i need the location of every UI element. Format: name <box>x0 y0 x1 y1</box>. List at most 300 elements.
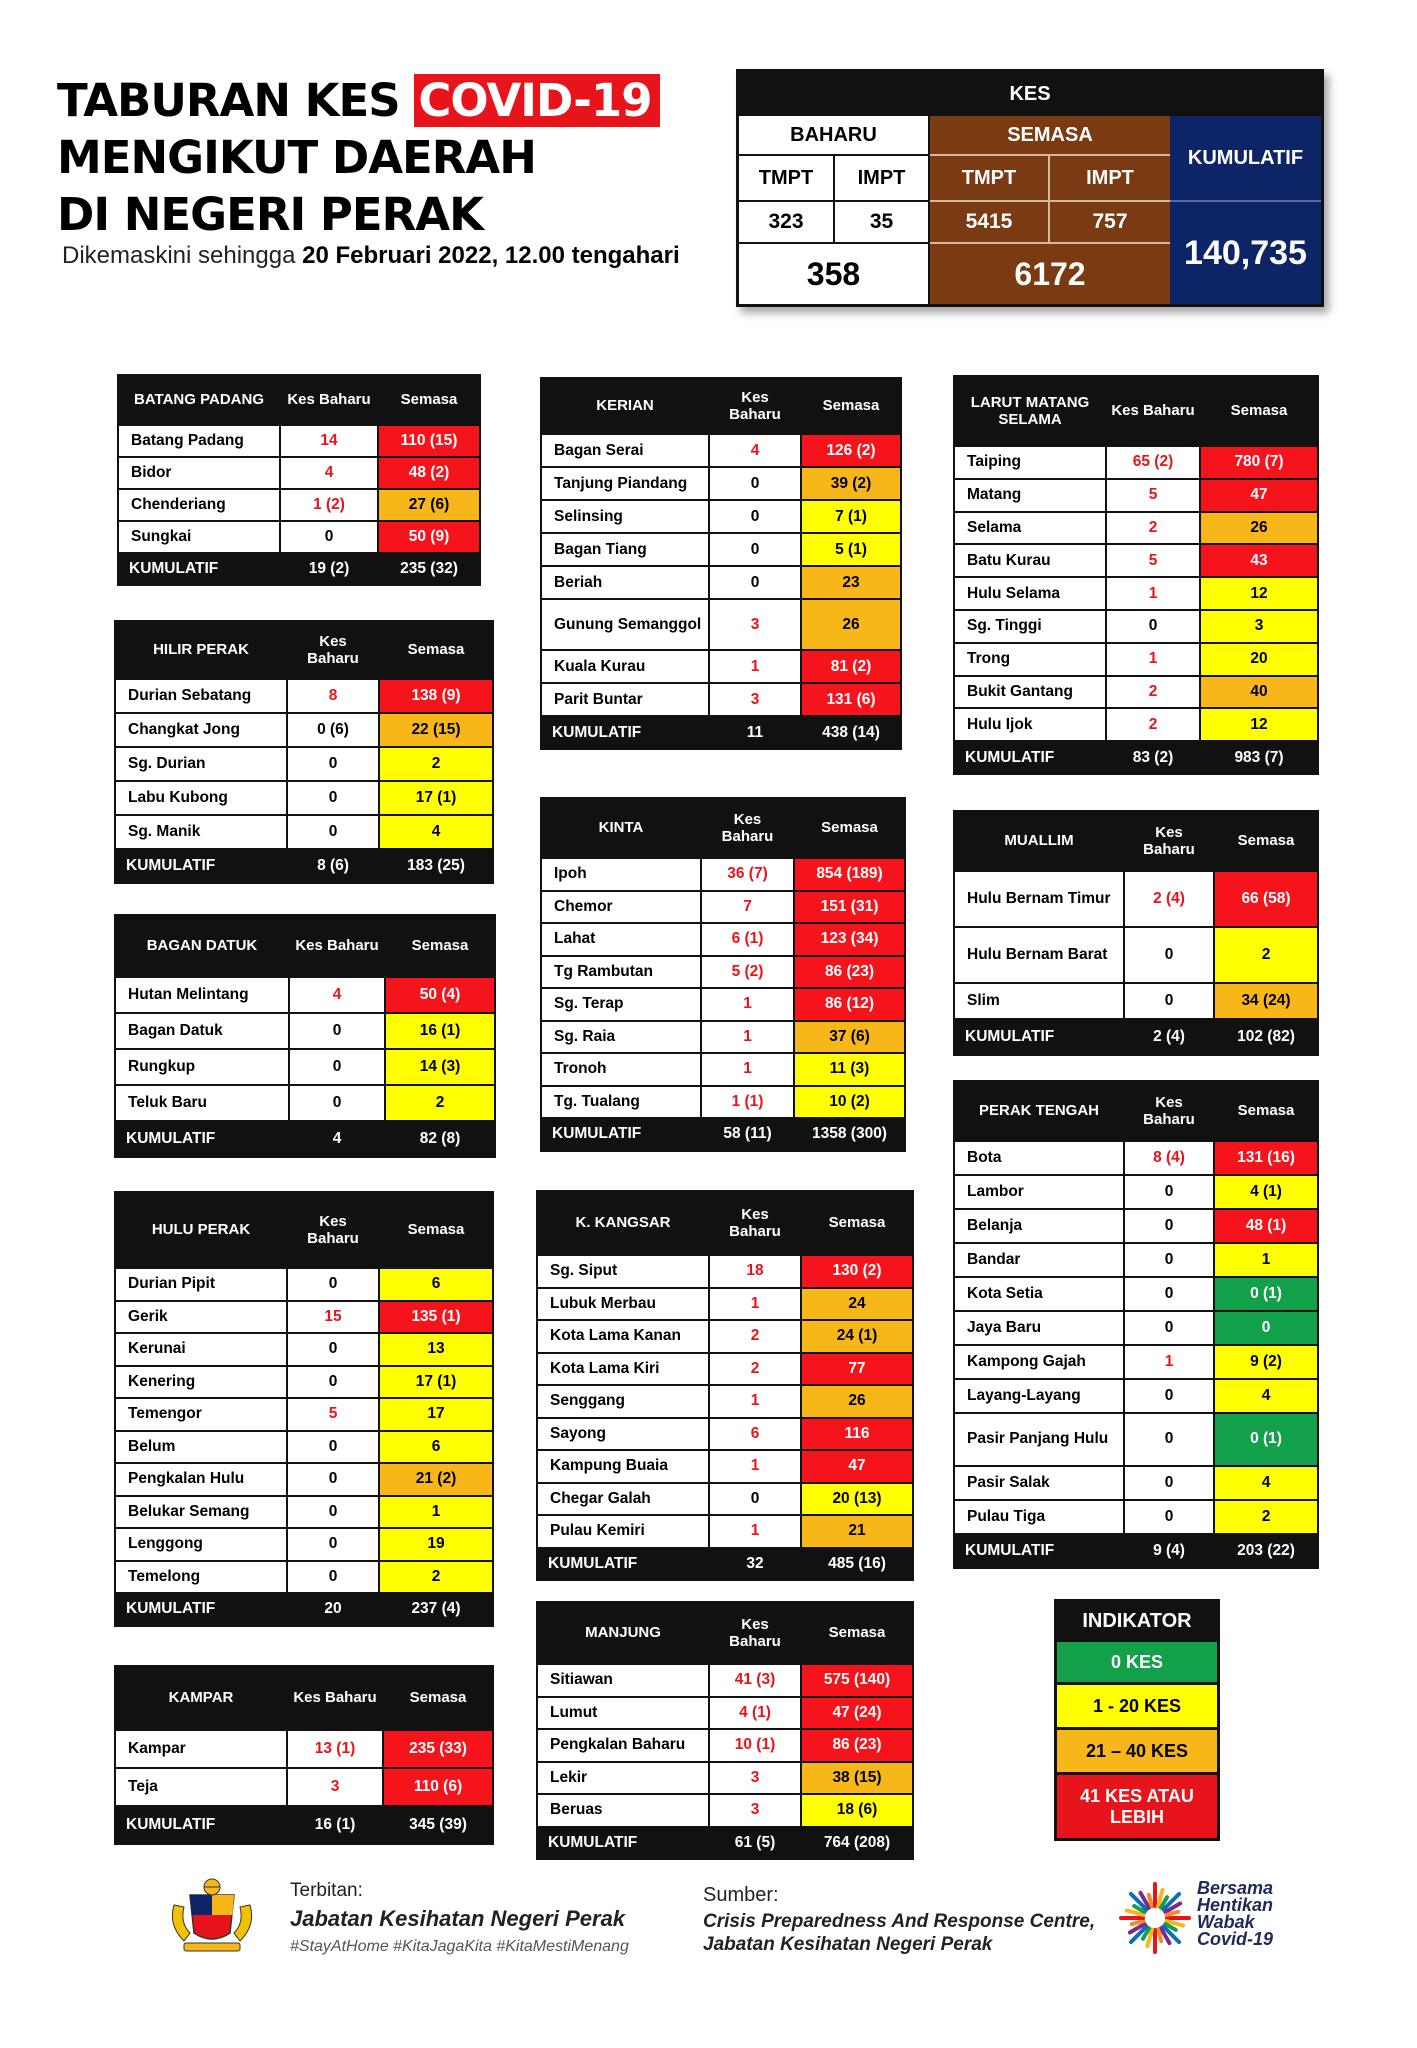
kes-baharu-value: 0 <box>289 1013 385 1049</box>
kes-baharu-value: 0 <box>1124 1209 1214 1243</box>
locality-name: Sg. Siput <box>537 1255 709 1288</box>
locality-name: Slim <box>954 983 1124 1019</box>
kes-baharu-value: 0 <box>1124 1413 1214 1466</box>
malaysia-coat-of-arms-icon <box>160 1875 264 1955</box>
summary-semasa-impt-value: 757 <box>1050 202 1170 244</box>
kes-baharu-value: 0 <box>709 533 801 566</box>
semasa-value: 47 <box>801 1450 913 1483</box>
semasa-value: 6 <box>379 1268 493 1301</box>
locality-name: Chegar Galah <box>537 1483 709 1516</box>
campaign-word-3: Wabak <box>1197 1912 1255 1932</box>
table-row <box>954 577 1318 610</box>
kumulatif-row <box>954 1019 1318 1055</box>
locality-name: Chenderiang <box>118 489 280 521</box>
kes-baharu-value: 0 <box>709 566 801 599</box>
district-name-header: MUALLIM <box>954 811 1124 871</box>
kumulatif-semasa: 485 (16) <box>801 1548 913 1581</box>
district-table-kuala-kangsar <box>536 1190 914 1581</box>
kes-baharu-value: 0 <box>280 521 378 553</box>
kes-baharu-value: 0 <box>287 1561 379 1594</box>
semasa-value: 20 (13) <box>801 1483 913 1516</box>
district-name-header: K. KANGSAR <box>537 1191 709 1255</box>
locality-name: Kerunai <box>115 1333 287 1366</box>
kes-baharu-value: 5 <box>1106 479 1200 512</box>
locality-name: Lumut <box>537 1697 709 1730</box>
locality-name: Tronoh <box>541 1053 701 1086</box>
semasa-value: 10 (2) <box>794 1086 905 1119</box>
semasa-value: 123 (34) <box>794 923 905 956</box>
locality-name: Bagan Datuk <box>115 1013 289 1049</box>
semasa-value: 1 <box>379 1496 493 1529</box>
locality-name: Changkat Jong <box>115 713 287 747</box>
kes-baharu-value: 5 (2) <box>701 956 794 989</box>
kumulatif-semasa: 237 (4) <box>379 1593 493 1626</box>
table-row <box>118 457 480 489</box>
district-name-header: KINTA <box>541 798 701 858</box>
semasa-header: Semasa <box>794 798 905 858</box>
kes-baharu-value: 2 <box>709 1353 801 1386</box>
locality-name: Kampong Gajah <box>954 1345 1124 1379</box>
kumulatif-semasa: 345 (39) <box>383 1806 493 1844</box>
kumulatif-semasa: 764 (208) <box>801 1827 913 1860</box>
locality-name: Lahat <box>541 923 701 956</box>
locality-name: Selama <box>954 512 1106 545</box>
table-row <box>954 1175 1318 1209</box>
kes-baharu-value: 0 <box>287 1496 379 1529</box>
semasa-value: 40 <box>1200 676 1318 709</box>
kes-baharu-value: 0 <box>287 1268 379 1301</box>
table-row <box>118 489 480 521</box>
kes-baharu-value: 2 <box>709 1320 801 1353</box>
semasa-value: 13 <box>379 1333 493 1366</box>
summary-semasa-tmpt-label: TMPT <box>930 156 1050 202</box>
locality-name: Batang Padang <box>118 425 280 457</box>
kumulatif-label: KUMULATIF <box>954 1019 1124 1055</box>
kes-baharu-value: 1 <box>709 1288 801 1321</box>
semasa-value: 43 <box>1200 544 1318 577</box>
semasa-value: 2 <box>379 747 493 781</box>
locality-name: Durian Sebatang <box>115 679 287 713</box>
table-row <box>954 1466 1318 1500</box>
table-row <box>954 643 1318 676</box>
semasa-value: 6 <box>379 1431 493 1464</box>
semasa-value: 9 (2) <box>1214 1345 1318 1379</box>
semasa-header: Semasa <box>801 378 901 434</box>
semasa-value: 116 <box>801 1418 913 1451</box>
table-row <box>954 1277 1318 1311</box>
district-table-kerian <box>540 377 902 750</box>
kumulatif-row <box>115 1121 495 1157</box>
kumulatif-label: KUMULATIF <box>115 1593 287 1626</box>
kumulatif-row <box>115 849 493 883</box>
locality-name: Ipoh <box>541 858 701 891</box>
summary-semasa-header: SEMASA <box>930 116 1170 156</box>
semasa-value: 4 <box>1214 1379 1318 1413</box>
kes-baharu-header: Kes Baharu <box>709 378 801 434</box>
kumulatif-baharu: 32 <box>709 1548 801 1581</box>
kes-baharu-value: 0 <box>287 1333 379 1366</box>
table-row <box>541 566 901 599</box>
district-name-header: KAMPAR <box>115 1666 287 1730</box>
table-row <box>115 815 493 849</box>
table-row <box>115 679 493 713</box>
locality-name: Kenering <box>115 1366 287 1399</box>
kes-baharu-value: 0 <box>1124 927 1214 983</box>
kumulatif-label: KUMULATIF <box>954 741 1106 774</box>
kes-baharu-header: Kes Baharu <box>709 1191 801 1255</box>
kes-baharu-value: 4 (1) <box>709 1697 801 1730</box>
kes-baharu-value: 13 (1) <box>287 1730 383 1768</box>
semasa-value: 0 (1) <box>1214 1413 1318 1466</box>
indicator-orange: 21 – 40 KES <box>1057 1730 1217 1772</box>
semasa-value: 21 (2) <box>379 1463 493 1496</box>
kes-baharu-value: 3 <box>287 1768 383 1806</box>
locality-name: Kuala Kurau <box>541 650 709 683</box>
semasa-header: Semasa <box>378 375 480 425</box>
table-row <box>954 512 1318 545</box>
locality-name: Trong <box>954 643 1106 676</box>
semasa-value: 81 (2) <box>801 650 901 683</box>
kes-baharu-value: 0 <box>1124 983 1214 1019</box>
table-row <box>954 927 1318 983</box>
semasa-value: 20 <box>1200 643 1318 676</box>
table-row <box>115 1768 493 1806</box>
semasa-value: 50 (4) <box>385 977 495 1013</box>
kumulatif-row <box>537 1548 913 1581</box>
district-table-larut-matang-selama <box>953 375 1319 775</box>
locality-name: Taiping <box>954 446 1106 479</box>
semasa-value: 34 (24) <box>1214 983 1318 1019</box>
kes-baharu-value: 3 <box>709 599 801 650</box>
publisher-label: Terbitan: <box>290 1880 363 1901</box>
locality-name: Beruas <box>537 1794 709 1827</box>
district-name-header: MANJUNG <box>537 1602 709 1664</box>
locality-name: Parit Buntar <box>541 683 709 716</box>
kes-baharu-value: 0 <box>1106 610 1200 643</box>
district-name-header: LARUT MATANG SELAMA <box>954 376 1106 446</box>
semasa-header: Semasa <box>1214 811 1318 871</box>
locality-name: Belukar Semang <box>115 1496 287 1529</box>
table-row <box>115 713 493 747</box>
semasa-value: 11 (3) <box>794 1053 905 1086</box>
table-row <box>115 1013 495 1049</box>
kes-baharu-value: 0 <box>709 500 801 533</box>
semasa-value: 2 <box>379 1561 493 1594</box>
updated-prefix: Dikemaskini sehingga <box>62 242 303 269</box>
kumulatif-label: KUMULATIF <box>115 1121 289 1157</box>
semasa-value: 3 <box>1200 610 1318 643</box>
kes-baharu-value: 41 (3) <box>709 1664 801 1697</box>
kes-baharu-value: 2 <box>1106 676 1200 709</box>
table-row <box>541 434 901 467</box>
table-row <box>954 1243 1318 1277</box>
summary-baharu-tmpt-label: TMPT <box>739 156 835 202</box>
table-row <box>541 1086 905 1119</box>
locality-name: Pasir Panjang Hulu <box>954 1413 1124 1466</box>
locality-name: Layang-Layang <box>954 1379 1124 1413</box>
table-row <box>954 1141 1318 1175</box>
locality-name: Hulu Bernam Barat <box>954 927 1124 983</box>
semasa-value: 48 (1) <box>1214 1209 1318 1243</box>
state-summary-box <box>736 69 1324 307</box>
table-row <box>115 1049 495 1085</box>
semasa-value: 26 <box>801 1385 913 1418</box>
table-row <box>541 650 901 683</box>
district-table-manjung <box>536 1601 914 1860</box>
locality-name: Temelong <box>115 1561 287 1594</box>
kumulatif-label: KUMULATIF <box>541 1118 701 1151</box>
semasa-value: 17 <box>379 1398 493 1431</box>
kes-baharu-value: 0 <box>289 1085 385 1121</box>
table-row <box>537 1385 913 1418</box>
indicator-green: 0 KES <box>1057 1642 1217 1682</box>
locality-name: Bandar <box>954 1243 1124 1277</box>
locality-name: Sungkai <box>118 521 280 553</box>
semasa-value: 24 <box>801 1288 913 1321</box>
kumulatif-baharu: 8 (6) <box>287 849 379 883</box>
semasa-value: 12 <box>1200 708 1318 741</box>
title-line3: DI NEGERI PERAK <box>57 188 483 241</box>
district-name-header: HULU PERAK <box>115 1192 287 1268</box>
district-table-kinta <box>540 797 906 1152</box>
kumulatif-label: KUMULATIF <box>537 1827 709 1860</box>
kumulatif-baharu: 2 (4) <box>1124 1019 1214 1055</box>
table-row <box>541 1053 905 1086</box>
semasa-value: 110 (15) <box>378 425 480 457</box>
summary-baharu-impt-value: 35 <box>835 202 930 244</box>
locality-name: Bidor <box>118 457 280 489</box>
kes-baharu-value: 0 <box>1124 1379 1214 1413</box>
kes-baharu-value: 0 (6) <box>287 713 379 747</box>
kumulatif-baharu: 19 (2) <box>280 553 378 585</box>
semasa-value: 135 (1) <box>379 1301 493 1334</box>
kumulatif-semasa: 1358 (300) <box>794 1118 905 1151</box>
kes-baharu-value: 0 <box>287 1366 379 1399</box>
semasa-value: 854 (189) <box>794 858 905 891</box>
table-row <box>115 1398 493 1431</box>
locality-name: Sayong <box>537 1418 709 1451</box>
indicator-yellow: 1 - 20 KES <box>1057 1685 1217 1727</box>
locality-name: Sitiawan <box>537 1664 709 1697</box>
semasa-value: 23 <box>801 566 901 599</box>
summary-semasa-impt-label: IMPT <box>1050 156 1170 202</box>
locality-name: Sg. Durian <box>115 747 287 781</box>
kumulatif-row <box>118 553 480 585</box>
kes-baharu-value: 14 <box>280 425 378 457</box>
table-row <box>541 858 905 891</box>
table-row <box>115 1496 493 1529</box>
semasa-value: 86 (23) <box>801 1729 913 1762</box>
indicator-title: INDIKATOR <box>1082 1609 1192 1632</box>
kes-baharu-header: Kes Baharu <box>287 621 379 679</box>
table-row <box>954 1379 1318 1413</box>
table-row <box>541 500 901 533</box>
locality-name: Tg Rambutan <box>541 956 701 989</box>
kumulatif-label: KUMULATIF <box>115 1806 287 1844</box>
district-table-kampar <box>114 1665 494 1845</box>
summary-semasa-tmpt-value: 5415 <box>930 202 1050 244</box>
table-row <box>541 1021 905 1054</box>
kes-baharu-value: 36 (7) <box>701 858 794 891</box>
title-line1-prefix: TABURAN KES <box>57 74 400 127</box>
semasa-header: Semasa <box>385 915 495 977</box>
semasa-value: 138 (9) <box>379 679 493 713</box>
semasa-value: 38 (15) <box>801 1762 913 1795</box>
district-name-header: KERIAN <box>541 378 709 434</box>
kes-baharu-header: Kes Baharu <box>1124 811 1214 871</box>
semasa-header: Semasa <box>383 1666 493 1730</box>
kumulatif-row <box>115 1806 493 1844</box>
semasa-value: 27 (6) <box>378 489 480 521</box>
table-row <box>537 1762 913 1795</box>
table-row <box>115 1561 493 1594</box>
table-row <box>537 1353 913 1386</box>
summary-kumulatif-total: 140,735 <box>1170 202 1321 304</box>
semasa-value: 26 <box>801 599 901 650</box>
table-row <box>954 676 1318 709</box>
table-row <box>541 923 905 956</box>
kumulatif-row <box>541 1118 905 1151</box>
semasa-value: 18 (6) <box>801 1794 913 1827</box>
source-line1: Crisis Preparedness And Response Centre, <box>703 1911 1096 1932</box>
table-row <box>115 1463 493 1496</box>
table-row <box>537 1320 913 1353</box>
kumulatif-label: KUMULATIF <box>115 849 287 883</box>
locality-name: Matang <box>954 479 1106 512</box>
kes-baharu-value: 5 <box>287 1398 379 1431</box>
kes-baharu-value: 1 <box>709 1515 801 1548</box>
table-row <box>537 1418 913 1451</box>
locality-name: Lekir <box>537 1762 709 1795</box>
campaign-word-2: Hentikan <box>1197 1895 1274 1915</box>
locality-name: Hulu Ijok <box>954 708 1106 741</box>
table-row <box>115 977 495 1013</box>
locality-name: Tg. Tualang <box>541 1086 701 1119</box>
kumulatif-label: KUMULATIF <box>541 716 709 749</box>
kumulatif-baharu: 16 (1) <box>287 1806 383 1844</box>
table-row <box>115 747 493 781</box>
summary-baharu-tmpt-value: 323 <box>739 202 835 244</box>
district-name-header: HILIR PERAK <box>115 621 287 679</box>
table-row <box>115 1431 493 1464</box>
district-table-hulu-perak <box>114 1191 494 1627</box>
semasa-value: 235 (33) <box>383 1730 493 1768</box>
locality-name: Sg. Raia <box>541 1021 701 1054</box>
table-row <box>541 683 901 716</box>
locality-name: Pulau Kemiri <box>537 1515 709 1548</box>
kumulatif-baharu: 20 <box>287 1593 379 1626</box>
semasa-value: 21 <box>801 1515 913 1548</box>
kes-baharu-value: 65 (2) <box>1106 446 1200 479</box>
locality-name: Pasir Salak <box>954 1466 1124 1500</box>
locality-name: Belanja <box>954 1209 1124 1243</box>
kes-baharu-value: 1 <box>701 1021 794 1054</box>
kes-baharu-header: Kes Baharu <box>709 1602 801 1664</box>
summary-semasa-total: 6172 <box>930 244 1170 304</box>
locality-name: Pengkalan Hulu <box>115 1463 287 1496</box>
semasa-value: 130 (2) <box>801 1255 913 1288</box>
table-row <box>115 1301 493 1334</box>
kes-baharu-value: 3 <box>709 1762 801 1795</box>
kes-baharu-value: 10 (1) <box>709 1729 801 1762</box>
kes-baharu-value: 1 <box>709 1450 801 1483</box>
locality-name: Pengkalan Baharu <box>537 1729 709 1762</box>
semasa-value: 47 <box>1200 479 1318 512</box>
table-row <box>541 599 901 650</box>
district-table-bagan-datuk <box>114 914 496 1158</box>
locality-name: Bukit Gantang <box>954 676 1106 709</box>
table-row <box>541 467 901 500</box>
locality-name: Kota Lama Kanan <box>537 1320 709 1353</box>
semasa-value: 131 (6) <box>801 683 901 716</box>
table-row <box>954 983 1318 1019</box>
campaign-word-1: Bersama <box>1197 1878 1274 1898</box>
table-row <box>541 988 905 1021</box>
kes-baharu-value: 1 (2) <box>280 489 378 521</box>
semasa-value: 12 <box>1200 577 1318 610</box>
table-row <box>954 1311 1318 1345</box>
table-row <box>115 1366 493 1399</box>
locality-name: Lubuk Merbau <box>537 1288 709 1321</box>
kes-baharu-value: 4 <box>280 457 378 489</box>
semasa-value: 47 (24) <box>801 1697 913 1730</box>
table-row <box>537 1794 913 1827</box>
district-table-muallim <box>953 810 1319 1056</box>
district-table-batang-padang <box>117 374 481 586</box>
semasa-value: 4 <box>379 815 493 849</box>
locality-name: Lambor <box>954 1175 1124 1209</box>
kumulatif-row <box>541 716 901 749</box>
semasa-value: 5 (1) <box>801 533 901 566</box>
locality-name: Tanjung Piandang <box>541 467 709 500</box>
district-name-header: BATANG PADANG <box>118 375 280 425</box>
starburst-icon <box>1115 1878 1195 1958</box>
table-row <box>537 1729 913 1762</box>
semasa-header: Semasa <box>379 621 493 679</box>
update-timestamp <box>62 242 680 270</box>
kumulatif-baharu: 58 (11) <box>701 1118 794 1151</box>
title-highlight: COVID-19 <box>414 74 659 127</box>
kes-baharu-value: 0 <box>1124 1175 1214 1209</box>
kes-baharu-value: 5 <box>1106 544 1200 577</box>
kumulatif-label: KUMULATIF <box>537 1548 709 1581</box>
semasa-value: 17 (1) <box>379 1366 493 1399</box>
kes-baharu-value: 2 <box>1106 708 1200 741</box>
table-row <box>537 1697 913 1730</box>
semasa-value: 19 <box>379 1528 493 1561</box>
kes-baharu-header: Kes Baharu <box>701 798 794 858</box>
district-name-header: BAGAN DATUK <box>115 915 289 977</box>
locality-name: Kampung Buaia <box>537 1450 709 1483</box>
kes-baharu-value: 0 <box>1124 1500 1214 1534</box>
kumulatif-row <box>954 1534 1318 1568</box>
table-row <box>954 1209 1318 1243</box>
district-table-hilir-perak <box>114 620 494 884</box>
locality-name: Batu Kurau <box>954 544 1106 577</box>
table-row <box>115 781 493 815</box>
locality-name: Teluk Baru <box>115 1085 289 1121</box>
semasa-value: 780 (7) <box>1200 446 1318 479</box>
locality-name: Gunung Semanggol <box>541 599 709 650</box>
source-name <box>703 1910 1095 1956</box>
semasa-value: 26 <box>1200 512 1318 545</box>
semasa-header: Semasa <box>1214 1081 1318 1141</box>
kumulatif-baharu: 9 (4) <box>1124 1534 1214 1568</box>
locality-name: Hulu Selama <box>954 577 1106 610</box>
locality-name: Sg. Terap <box>541 988 701 1021</box>
semasa-value: 17 (1) <box>379 781 493 815</box>
title-line2: MENGIKUT DAERAH <box>57 131 536 184</box>
